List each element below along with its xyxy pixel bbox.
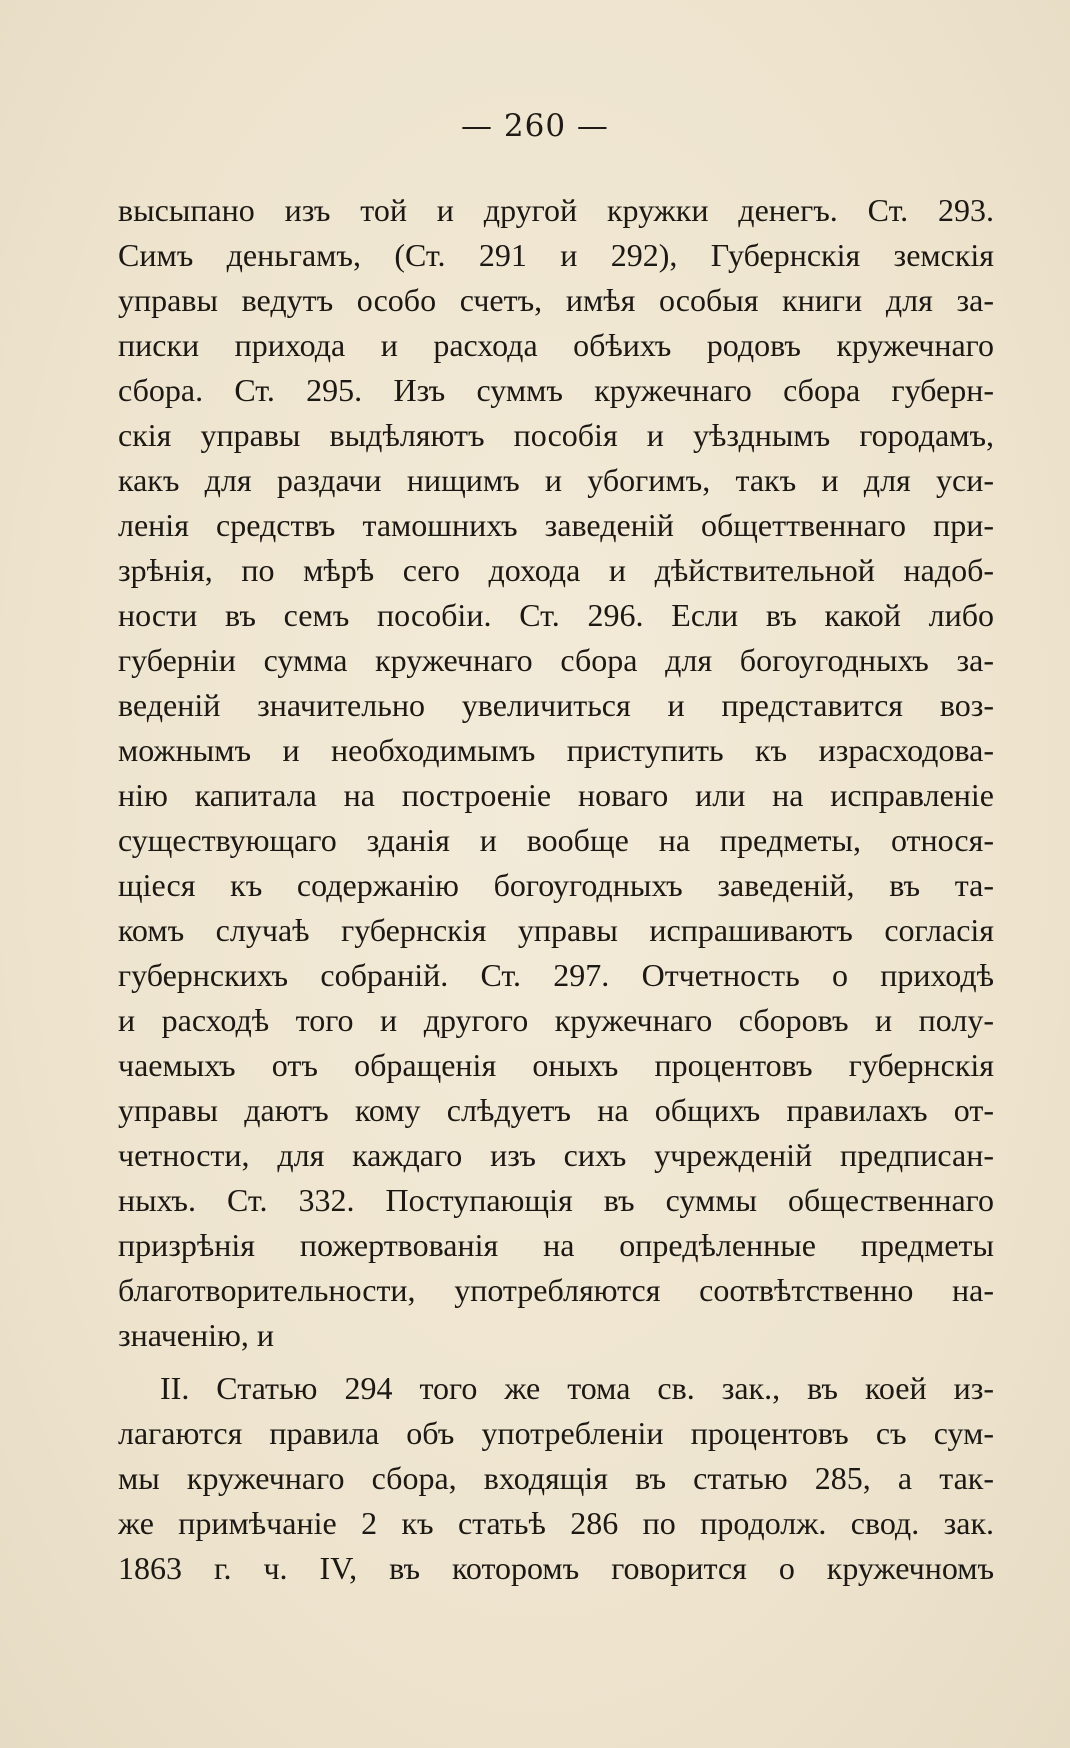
text-line: 1863 г. ч. IV, въ которомъ говорится о кружечномъ	[118, 1550, 994, 1586]
paragraph-1	[118, 188, 994, 1358]
paragraph-2	[118, 1366, 994, 1591]
text-line: чаемыхъ отъ обращенія оныхъ процентовъ губернскія	[118, 1047, 994, 1083]
text-line: мы кружечнаго сбора, входящія въ статью 285, а так-	[118, 1460, 994, 1496]
text-line: высыпано изъ той и другой кружки денегъ. Ст. 293.	[118, 192, 994, 228]
text-line: ныхъ. Ст. 332. Поступающія въ суммы общественнаго	[118, 1182, 994, 1218]
text-line: управы даютъ кому слѣдуетъ на общихъ правилахъ от-	[118, 1092, 994, 1128]
text-line: веденій значительно увеличиться и представится воз-	[118, 687, 994, 723]
text-line: лагаются правила объ употребленіи процентовъ съ сум-	[118, 1415, 994, 1451]
text-line: и расходѣ того и другого кружечнаго сборовъ и полу-	[118, 1002, 994, 1038]
text-line: можнымъ и необходимымъ приступить къ израсходова-	[118, 732, 994, 768]
body-text	[118, 188, 994, 1591]
text-line: губерніи сумма кружечнаго сбора для богоугодныхъ за-	[118, 642, 994, 678]
text-line: существующаго зданія и вообще на предметы, относя-	[118, 822, 994, 858]
text-line: значенію, и	[118, 1317, 275, 1353]
text-line: четности, для каждаго изъ сихъ учрежденій предписан-	[118, 1137, 994, 1173]
text-line: нію капитала на построеніе новаго или на исправленіе	[118, 777, 994, 813]
paragraph-gap	[118, 1358, 994, 1366]
text-line: губернскихъ собраній. Ст. 297. Отчетность о приходѣ	[118, 957, 994, 993]
text-line: Симъ деньгамъ, (Ст. 291 и 292), Губернскія земскія	[118, 237, 994, 273]
text-line: скія управы выдѣляютъ пособія и уѣзднымъ городамъ,	[118, 417, 994, 453]
text-line: призрѣнія пожертвованія на опредѣленные предметы	[118, 1227, 994, 1263]
page-number: — 260 —	[461, 108, 609, 144]
text-line: же примѣчаніе 2 къ статьѣ 286 по продолж. свод. зак.	[118, 1505, 994, 1541]
text-line: зрѣнія, по мѣрѣ сего дохода и дѣйствительной надоб-	[118, 552, 994, 588]
text-line: сбора. Ст. 295. Изъ суммъ кружечнаго сбора губерн-	[118, 372, 994, 408]
text-line: благотворительности, употребляются соотвѣтственно на-	[118, 1272, 994, 1308]
text-line: щіеся къ содержанію богоугодныхъ заведеній, въ та-	[118, 867, 994, 903]
text-line: комъ случаѣ губернскія управы испрашиваютъ согласія	[118, 912, 994, 948]
text-line: ности въ семъ пособіи. Ст. 296. Если въ какой либо	[118, 597, 994, 633]
text-line: II. Статью 294 того же тома св. зак., въ коей из-	[160, 1370, 994, 1406]
text-line: ленія средствъ тамошнихъ заведеній общеттвеннаго при-	[118, 507, 994, 543]
text-line: писки прихода и расхода обѣихъ родовъ кружечнаго	[118, 327, 994, 363]
text-line: управы ведутъ особо счетъ, имѣя особыя книги для за-	[118, 282, 994, 318]
text-line: какъ для раздачи нищимъ и убогимъ, такъ и для уси-	[118, 462, 994, 498]
